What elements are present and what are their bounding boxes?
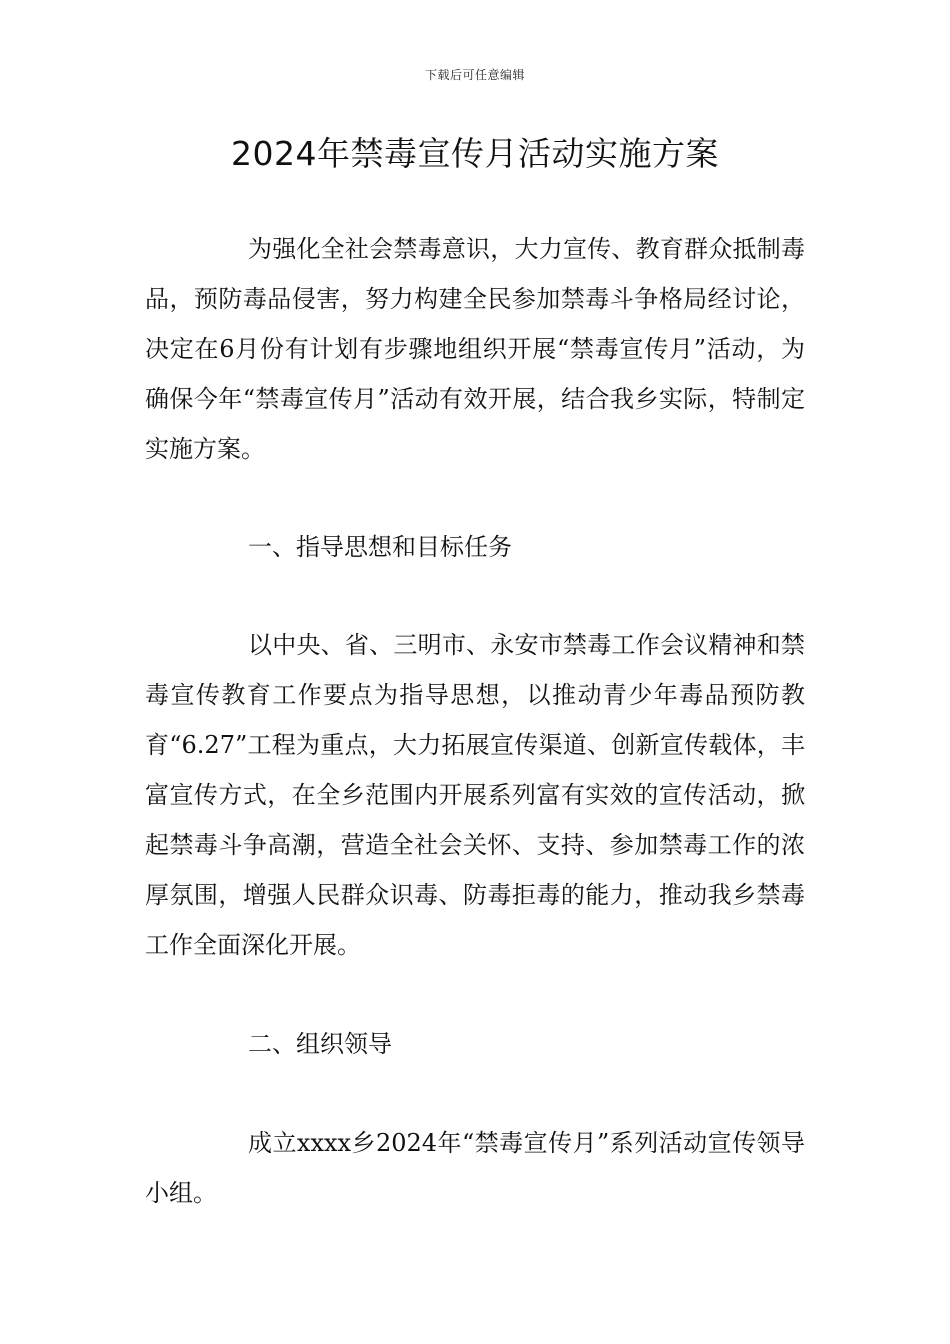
document-title: 2024年禁毒宣传月活动实施方案 [231,134,719,173]
section-body-guiding-ideology: 以中央、省、三明市、永安市禁毒工作会议精神和禁毒宣传教育工作要点为指导思想，以推动青少年毒品预防教育“6.27”工程为重点，大力拓展宣传渠道、创新宣传载体，丰富宣传方式，在全乡范围内开展系列富有实效的宣传活动，掀起禁毒斗争高潮，营造全社会关怀、支持、参加禁毒工作的浓厚氛围，增强人民群众识毒、防毒拒毒的能力，推动我乡禁毒工作全面深化开展。 [145,631,805,959]
section-heading-guiding-ideology: 一、指导思想和目标任务 [248,533,512,561]
intro-paragraph: 为强化全社会禁毒意识，大力宣传、教育群众抵制毒品，预防毒品侵害，努力构建全民参加禁毒斗争格局经讨论，决定在6月份有计划有步骤地组织开展“禁毒宣传月”活动，为确保今年“禁毒宣传月”活动有效开展，结合我乡实际，特制定实施方案。 [145,235,805,463]
section-heading-organization: 二、组织领导 [248,1030,392,1058]
section-body-organization: 成立xxxx乡2024年“禁毒宣传月”系列活动宣传领导小组。 [145,1129,805,1207]
header-note: 下载后可任意编辑 [424,68,525,82]
